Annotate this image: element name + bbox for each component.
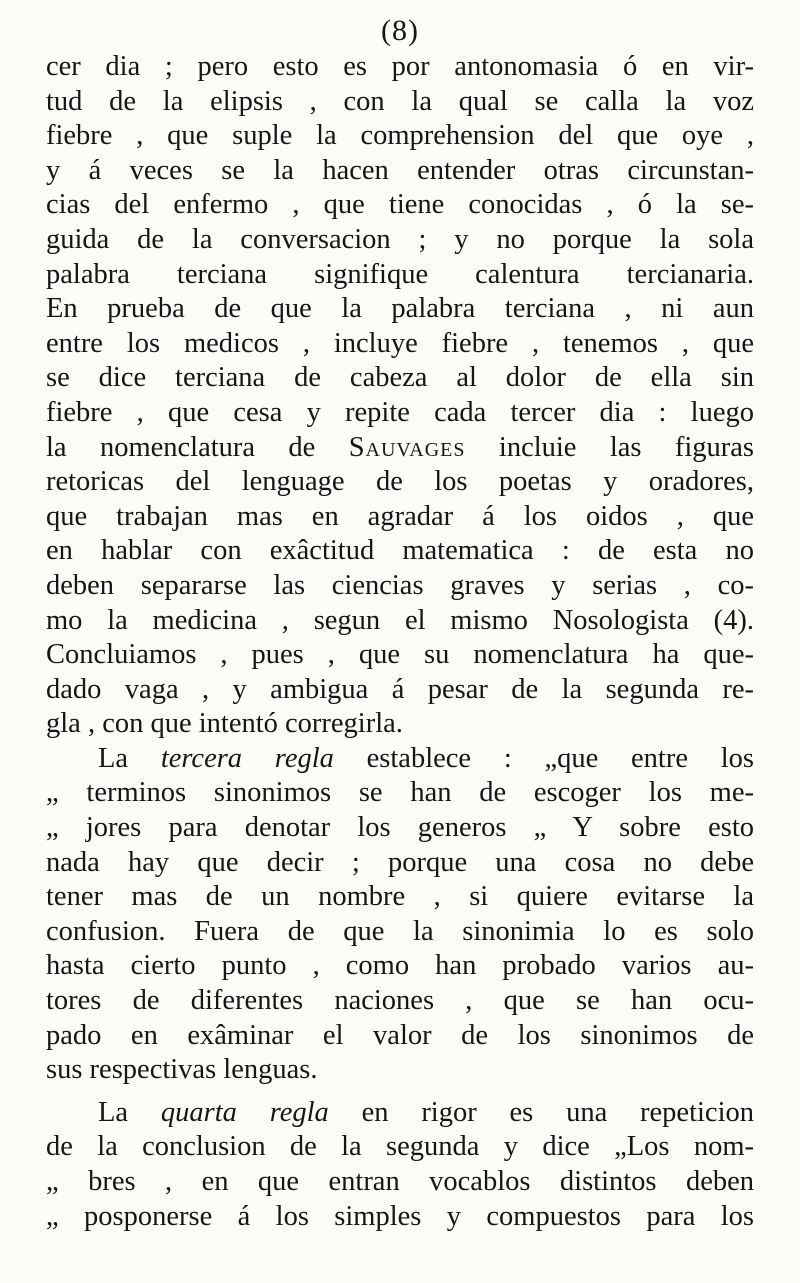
body-text — [46, 50, 754, 1234]
italic-phrase: tercera regla — [160, 742, 334, 774]
text-line — [46, 569, 754, 604]
text-segment: en hablar con exâctitud matematica : de esta no — [46, 535, 754, 567]
text-segment: deben separarse las ciencias graves y serias , co- — [46, 569, 754, 601]
text-line — [46, 742, 754, 777]
text-line — [46, 431, 754, 466]
text-segment: fiebre , que suple la comprehension del que oye , — [46, 120, 754, 152]
text-line — [46, 880, 754, 915]
italic-phrase: quarta regla — [160, 1096, 329, 1128]
text-segment: La — [98, 1096, 161, 1128]
text-segment: gla , con que intentó corregirla. — [46, 708, 403, 740]
text-segment: pado en exâminar el valor de los sinonimos de — [46, 1019, 754, 1051]
text-line — [46, 396, 754, 431]
text-segment: la nomenclatura de — [46, 431, 349, 463]
text-line — [46, 258, 754, 293]
text-line — [46, 1019, 754, 1054]
text-segment: confusion. Fuera de que la sinonimia lo es solo — [46, 915, 754, 947]
text-line — [46, 154, 754, 189]
text-segment: se dice terciana de cabeza al dolor de ella sin — [46, 362, 754, 394]
text-line — [46, 188, 754, 223]
text-segment: hasta cierto punto , como han probado varios au- — [46, 950, 754, 982]
text-line — [46, 846, 754, 881]
text-segment: La — [98, 742, 161, 774]
text-line — [46, 1165, 754, 1200]
text-segment: entre los medicos , incluye fiebre , tenemos , que — [46, 327, 754, 359]
text-segment: „ jores para denotar los generos „ Y sobre esto — [46, 812, 754, 844]
text-line — [46, 119, 754, 154]
text-segment: establece : „que entre los — [333, 742, 754, 774]
text-line — [46, 776, 754, 811]
text-segment: mo la medicina , segun el mismo Nosologista (4). — [46, 604, 754, 636]
text-segment: „ terminos sinonimos se han de escoger los me- — [46, 777, 754, 809]
text-line — [46, 327, 754, 362]
text-segment: En prueba de que la palabra terciana , ni aun — [46, 293, 754, 325]
text-segment: en rigor es una repeticion — [328, 1096, 754, 1128]
text-segment: fiebre , que cesa y repite cada tercer dia : luego — [46, 396, 754, 428]
text-line — [46, 638, 754, 673]
text-segment: cias del enfermo , que tiene conocidas , ó la se- — [46, 189, 754, 221]
text-line — [46, 534, 754, 569]
text-line — [46, 673, 754, 708]
text-line — [46, 465, 754, 500]
text-line — [46, 1053, 754, 1088]
text-line — [46, 915, 754, 950]
text-segment: tores de diferentes naciones , que se han ocu- — [46, 985, 754, 1017]
small-caps-name: Sauvages — [348, 431, 466, 463]
text-segment: guida de la conversacion ; y no porque la sola — [46, 223, 754, 255]
text-line — [46, 811, 754, 846]
page-number: (8) — [381, 14, 419, 47]
text-line — [46, 1096, 754, 1131]
text-line — [46, 85, 754, 120]
text-segment: nada hay que decir ; porque una cosa no debe — [46, 846, 754, 878]
text-line — [46, 1200, 754, 1235]
text-segment: tener mas de un nombre , si quiere evitarse la — [46, 881, 754, 913]
text-line — [46, 604, 754, 639]
text-line — [46, 1130, 754, 1165]
text-segment: „ bres , en que entran vocablos distintos deben — [46, 1166, 754, 1197]
text-line — [46, 949, 754, 984]
text-line — [46, 500, 754, 535]
text-segment: cer dia ; pero esto es por antonomasia ó en vir- — [46, 51, 754, 82]
text-segment: dado vaga , y ambigua á pesar de la segunda re- — [46, 673, 754, 705]
text-segment: sus respectivas lenguas. — [46, 1054, 318, 1086]
text-segment: Concluiamos , pues , que su nomenclatura ha que- — [46, 639, 754, 671]
text-segment: que trabajan mas en agradar á los oidos , que — [46, 500, 754, 532]
text-line — [46, 223, 754, 258]
text-line — [46, 361, 754, 396]
text-line — [46, 50, 754, 85]
text-segment: tud de la elipsis , con la qual se calla la voz — [46, 85, 754, 117]
text-segment: de la conclusion de la segunda y dice „Los nom- — [46, 1131, 754, 1163]
text-segment: retoricas del lenguage de los poetas y oradores, — [46, 466, 754, 498]
text-line — [46, 707, 754, 742]
text-segment: y á veces se la hacen entender otras circunstan- — [46, 154, 754, 186]
text-segment: incluie las figuras — [465, 431, 754, 463]
text-segment: palabra terciana signifique calentura tercianaria. — [46, 258, 754, 290]
text-line — [46, 984, 754, 1019]
text-segment: „ posponerse á los simples y compuestos para los — [46, 1200, 754, 1232]
text-line — [46, 292, 754, 327]
